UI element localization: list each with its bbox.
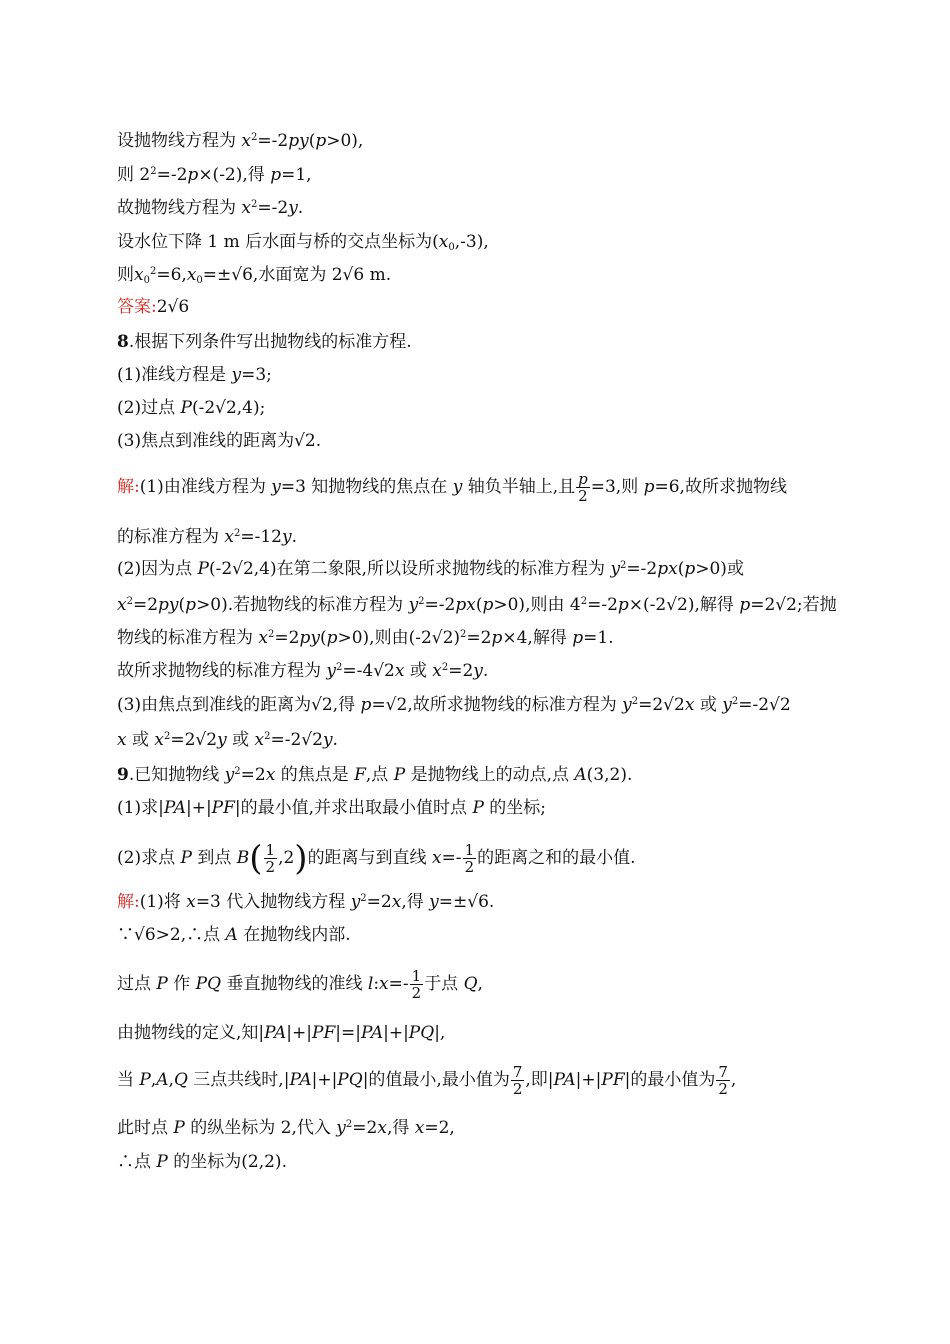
text-line: 过点 P 作 PQ 垂直抛物线的准线 l:x=- $\frac{1}{2}$ 于点 Q, xyxy=(117,967,483,1002)
text-line: (2)因为点 P(-2√2,4)在第二象限,所以设所求抛物线的标准方程为 $y^2=-2px(p>0)$或 xyxy=(117,559,744,579)
text-line: ∵√6>2,∴点 A 在抛物线内部. xyxy=(117,925,351,945)
text-line: (1)求|PA|+|PF|的最小值,并求出取最小值时点 P 的坐标; xyxy=(117,798,547,818)
text-line: 此时点 P 的纵坐标为 2,代入 $y^2=2x$,得 x=2, xyxy=(117,1118,455,1138)
text-line: (2)求点 P 到点 B( $\frac{1}{2}$ ,2)的距离与到直线 x=- $\frac{1}{2}$ 的距离之和的最小值. xyxy=(117,838,636,879)
text-line: 由抛物线的定义,知|PA|+|PF|=|PA|+|PQ|, xyxy=(117,1023,446,1043)
text-line: $x^2=2py(p>0)$.若抛物线的标准方程为 $y^2=-2px(p>0)$,则由 $4^2=-2p\times(-2√2)$,解得 p=2√2;若抛 xyxy=(117,595,837,615)
text-line: 设水位下降 1 m 后水面与桥的交点坐标为$(x_0,-3)$, xyxy=(117,232,489,253)
answer-label: 答案 xyxy=(117,297,151,317)
text-line: 物线的标准方程为 $x^2=2py(p>0)$,则由$(-2√2)^2=2p\times 4$,解得 p=1. xyxy=(117,628,614,648)
text-line: 则 $2^2=-2p\times(-2)$,得 p=1, xyxy=(117,165,312,185)
answer-line: 答案:2√6 xyxy=(117,297,190,317)
solution-label: 解 xyxy=(117,477,134,497)
text-line: x 或 $x^2=2√2y$ 或 $x^2=-2√2y$. xyxy=(117,730,338,750)
text-line: 的标准方程为 $x^2=-12y$. xyxy=(117,527,298,547)
problem-9-title: 9.已知抛物线 $y^2=2x$ 的焦点是 F,点 P 是抛物线上的动点,点 A(3,2). xyxy=(117,765,633,785)
text-line: ∴点 P 的坐标为(2,2). xyxy=(117,1152,287,1172)
text-line: 故抛物线方程为 $x^2=-2y$. xyxy=(117,198,304,218)
text-line: (1)准线方程是 y=3; xyxy=(117,365,272,385)
text-line: 设抛物线方程为 $x^2=-2py(p>0)$, xyxy=(117,131,364,151)
problem-8-title: 8.根据下列条件写出抛物线的标准方程. xyxy=(117,332,412,352)
text-line: 故所求抛物线的标准方程为 $y^2=-4√2x$ 或 $x^2=2y$. xyxy=(117,661,489,681)
text-line: (3)由焦点到准线的距离为√2,得 p=√2,故所求抛物线的标准方程为 $y^2=2√2x$ 或 $y^2=-2√2$ xyxy=(117,695,791,715)
text-line: 解:(1)由准线方程为 y=3 知抛物线的焦点在 y 轴负半轴上,且 $\frac{p}{2}$ =3,则 p=6,故所求抛物线 xyxy=(117,470,787,505)
text-line: 当 P,A,Q 三点共线时,|PA|+|PQ|的值最小,最小值为 $\frac{7}{2}$ ,即|PA|+|PF|的最小值为 $\frac{7}{2}$ , xyxy=(117,1063,737,1098)
text-line: (3)焦点到准线的距离为√2. xyxy=(117,431,322,451)
text-line: 解:(1)将 x=3 代入抛物线方程 $y^2=2x$,得 y=±√6. xyxy=(117,892,495,912)
text-line: 则$x_0^2=6,x_0=\pm√6$,水面宽为 2√6 m. xyxy=(117,265,392,286)
text-line: (2)过点 P(-2√2,4); xyxy=(117,398,266,418)
